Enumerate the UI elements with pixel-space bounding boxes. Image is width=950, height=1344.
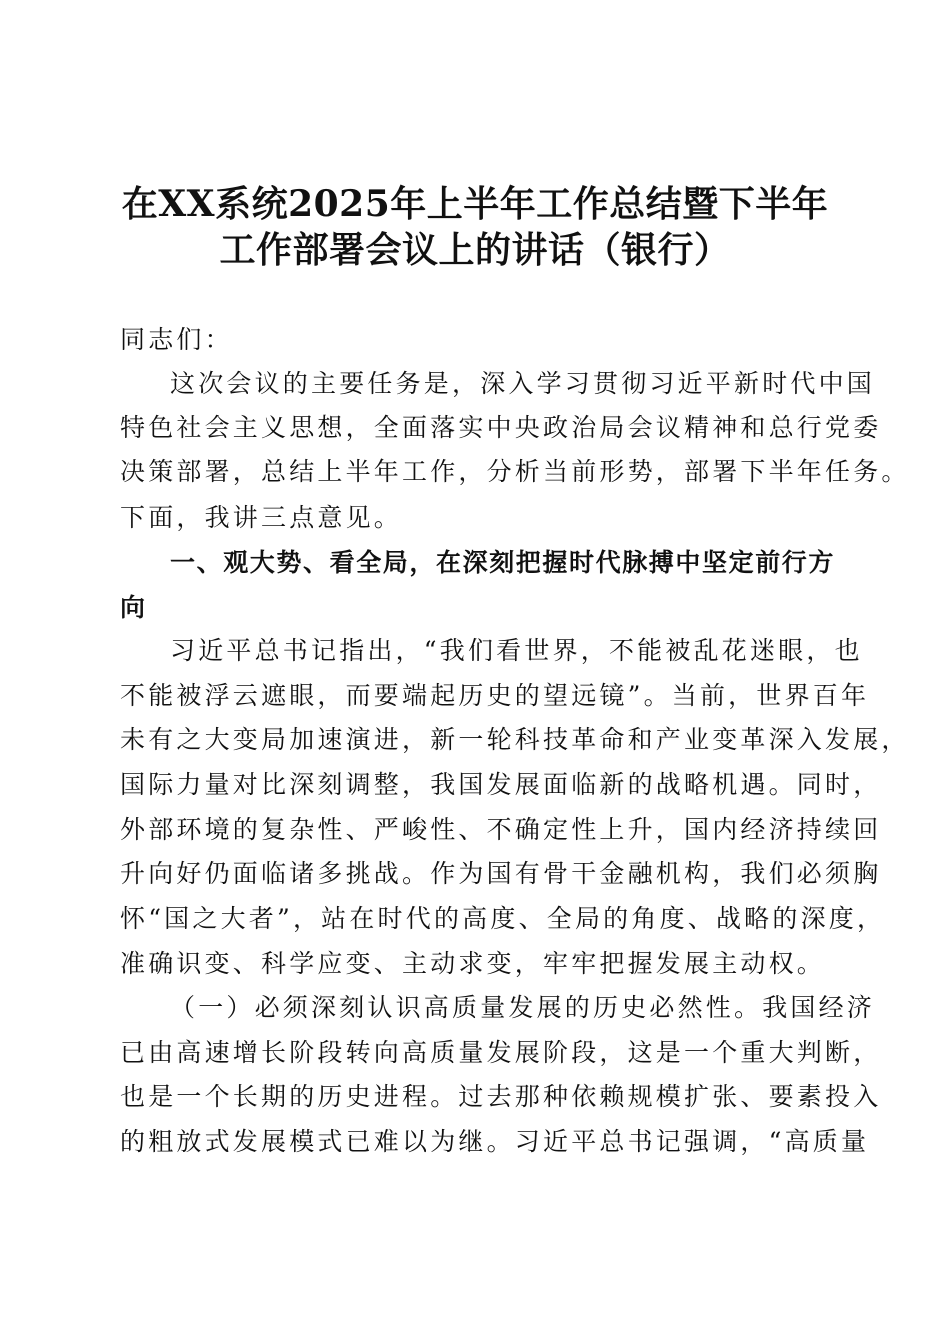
paragraph-3-line: 已由高速增长阶段转向高质量发展阶段，这是一个重大判断， xyxy=(120,1038,882,1067)
paragraph-2-line: 未有之大变局加速演进，新一轮科技革命和产业变革深入发展， xyxy=(120,725,910,754)
paragraph-2-line: 准确识变、科学应变、主动求变，牢牢把握发展主动权。 xyxy=(120,949,826,978)
paragraph-1-line: 下面，我讲三点意见。 xyxy=(120,503,403,532)
document-title-line-2: 工作部署会议上的讲话（银行） xyxy=(219,229,731,271)
section-heading-line: 一、观大势、看全局，在深刻把握时代脉搏中坚定前行方 xyxy=(170,548,836,577)
paragraph-1-line: 决策部署，总结上半年工作，分析当前形势，部署下半年任务。 xyxy=(120,457,910,486)
paragraph-2-line: 外部环境的复杂性、严峻性、不确定性上升，国内经济持续回 xyxy=(120,815,882,844)
salutation: 同志们： xyxy=(120,325,233,354)
paragraph-2-line: 国际力量对比深刻调整，我国发展面临新的战略机遇。同时， xyxy=(120,770,882,799)
paragraph-2-line: 习近平总书记指出，“我们看世界，不能被乱花迷眼，也 xyxy=(170,636,863,665)
document-title-line-1: 在XX系统2025年上半年工作总结暨下半年 xyxy=(121,183,829,225)
paragraph-3-line: （一）必须深刻认识高质量发展的历史必然性。我国经济 xyxy=(170,993,876,1022)
paragraph-3-line: 也是一个长期的历史进程。过去那种依赖规模扩张、要素投入 xyxy=(120,1082,882,1111)
paragraph-1-line: 特色社会主义思想，全面落实中央政治局会议精神和总行党委 xyxy=(120,413,882,442)
paragraph-2-line: 不能被浮云遮眼，而要端起历史的望远镜”。当前，世界百年 xyxy=(120,681,870,710)
paragraph-2-line: 怀“国之大者”，站在时代的高度、全局的角度、战略的深度， xyxy=(120,904,886,933)
section-heading-line: 向 xyxy=(120,593,147,622)
paragraph-2-line: 升向好仍面临诸多挑战。作为国有骨干金融机构，我们必须胸 xyxy=(120,859,882,888)
paragraph-3-line: 的粗放式发展模式已难以为继。习近平总书记强调，“高质量 xyxy=(120,1127,870,1156)
paragraph-1-line: 这次会议的主要任务是，深入学习贯彻习近平新时代中国 xyxy=(170,369,876,398)
